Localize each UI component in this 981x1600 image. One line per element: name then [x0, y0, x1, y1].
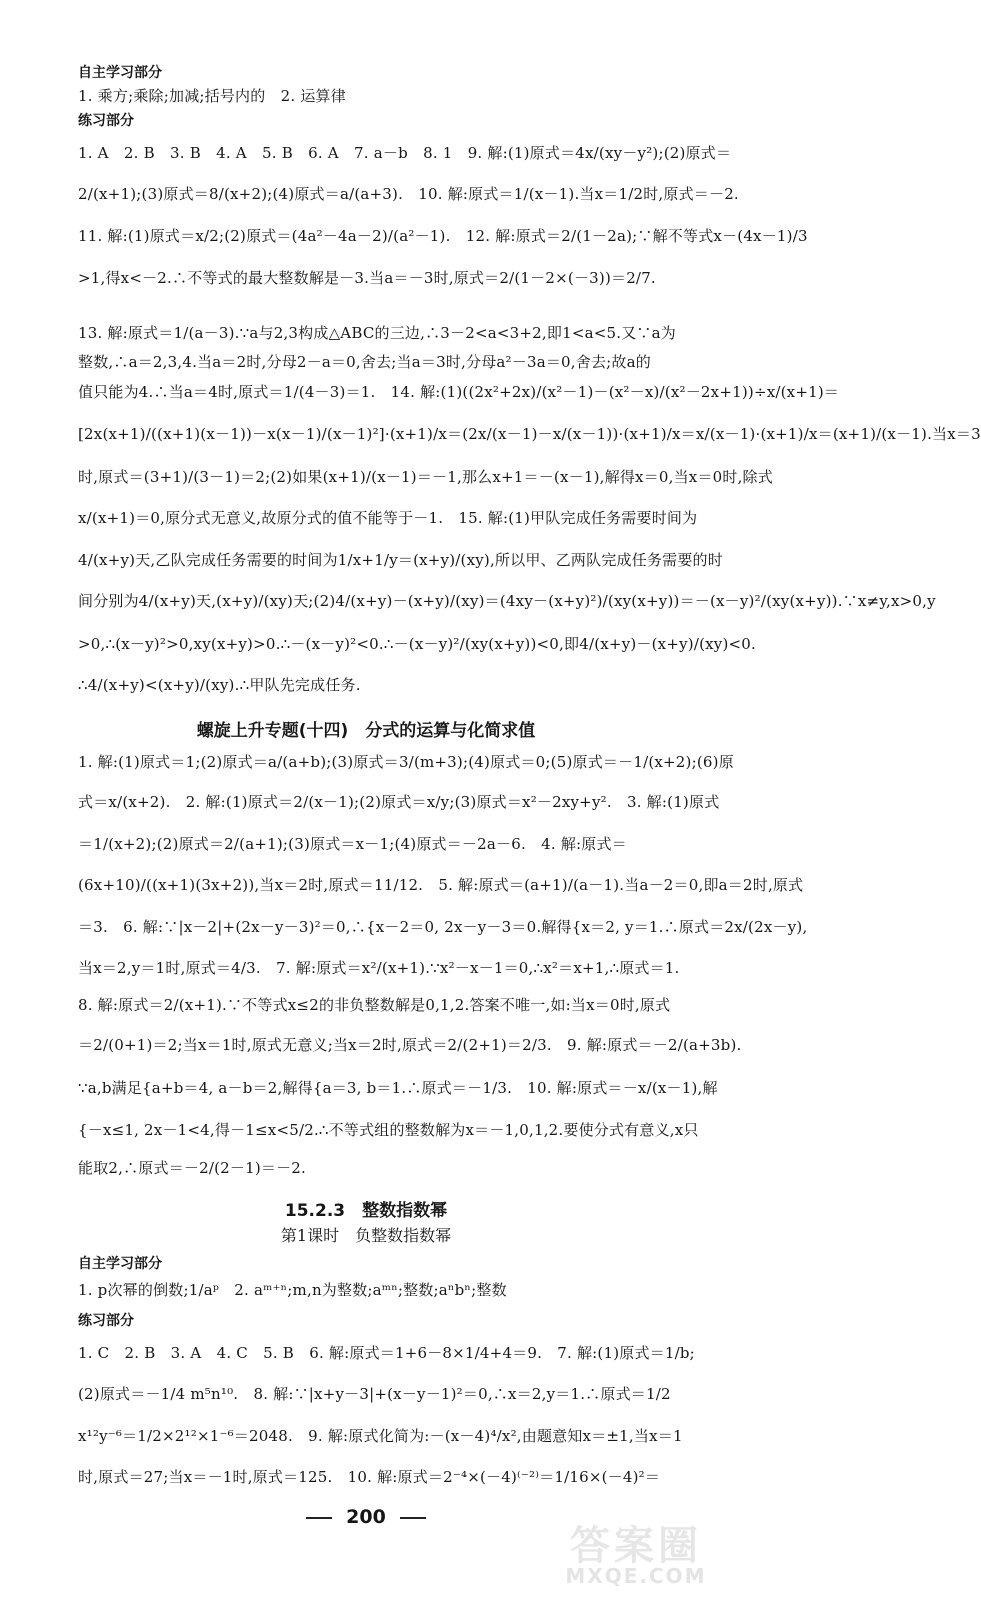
practice-title: 练习部分	[78, 113, 134, 129]
page-number-dash-left	[306, 1517, 332, 1519]
practice-line: 整数,∴a＝2,3,4.当a＝2时,分母2－a＝0,舍去;当a＝3时,分母a²－3a＝0,舍去;故a的	[78, 353, 651, 371]
lesson-self-study-items: 1. p次幂的倒数;1/aᵖ 2. aᵐ⁺ⁿ;m,n为整数;aᵐⁿ;整数;aⁿbⁿ;整数	[78, 1281, 507, 1299]
lesson-subheading: 第1课时 负整数指数幂	[280, 1226, 452, 1245]
topic-line: 1. 解:(1)原式＝1;(2)原式＝a/(a+b);(3)原式＝3/(m+3);(4)原式＝0;(5)原式＝－1/(x+2);(6)原	[78, 753, 734, 771]
lesson-heading: 15.2.3 整数指数幂	[284, 1201, 448, 1221]
self-study-items: 1. 乘方;乘除;加减;括号内的 2. 运算律	[78, 87, 346, 105]
topic-line: ＝1/(x+2);(2)原式＝2/(a+1);(3)原式＝x－1;(4)原式＝－2a－6. 4. 解:原式＝	[78, 835, 627, 853]
practice-line: 13. 解:原式＝1/(a－3).∵a与2,3构成△ABC的三边,∴3－2<a<3+2,即1<a<5.又∵a为	[78, 324, 676, 342]
topic-line: ＝2/(0+1)＝2;当x＝1时,原式无意义;当x＝2时,原式＝2/(2+1)＝2/3. 9. 解:原式＝－2/(a+3b).	[78, 1036, 742, 1054]
practice-line: ∴4/(x+y)<(x+y)/(xy).∴甲队先完成任务.	[78, 676, 361, 694]
topic-line: ＝3. 6. 解:∵|x－2|+(2x－y－3)²＝0,∴{x－2＝0, 2x－y－3＝0.解得{x＝2, y＝1.∴原式＝2x/(2x－y),	[78, 918, 808, 936]
practice-line: [2x(x+1)/((x+1)(x－1))－x(x－1)/(x－1)²]·(x+1)/x＝(2x/(x－1)－x/(x－1))·(x+1)/x＝x/(x－1)·(x+1)/x＝(x+1)/(x－1).当x＝3	[78, 425, 981, 443]
watermark-url: MXQE.COM	[565, 1564, 707, 1588]
topic-line: 当x＝2,y＝1时,原式＝4/3. 7. 解:原式＝x²/(x+1).∵x²－x－1＝0,∴x²＝x+1,∴原式＝1.	[78, 959, 680, 977]
practice-line: 4/(x+y)天,乙队完成任务需要的时间为1/x+1/y＝(x+y)/(xy),所以甲、乙两队完成任务需要的时	[78, 551, 723, 569]
practice-line: 值只能为4.∴当a＝4时,原式＝1/(4－3)＝1. 14. 解:(1)((2x²+2x)/(x²－1)－(x²－x)/(x²－2x+1))÷x/(x+1)＝	[78, 383, 840, 401]
topic-line: {－x≤1, 2x－1<4,得－1≤x<5/2.∴不等式组的整数解为x＝－1,0,1,2.要使分式有意义,x只	[78, 1121, 699, 1139]
page-number-value: 200	[346, 1506, 386, 1528]
practice-line: 11. 解:(1)原式＝x/2;(2)原式＝(4a²－4a－2)/(a²－1). 12. 解:原式＝2/(1－2a);∵解不等式x－(4x－1)/3	[78, 227, 808, 245]
lesson-practice-line: (2)原式＝－1/4 m⁵n¹⁰. 8. 解:∵|x+y－3|+(x－y－1)²＝0,∴x＝2,y＝1.∴原式＝1/2	[78, 1385, 671, 1403]
page-number-dash-right	[400, 1517, 426, 1519]
lesson-practice-line: 时,原式＝27;当x＝－1时,原式＝125. 10. 解:原式＝2⁻⁴×(－4)⁽⁻²⁾＝1/16×(－4)²＝	[78, 1468, 661, 1486]
practice-line: 时,原式＝(3+1)/(3－1)＝2;(2)如果(x+1)/(x－1)＝－1,那么x+1＝－(x－1),解得x＝0,当x＝0时,除式	[78, 468, 773, 486]
topic-line: ∵a,b满足{a+b＝4, a－b＝2,解得{a＝3, b＝1.∴原式＝－1/3. 10. 解:原式＝－x/(x－1),解	[78, 1079, 718, 1097]
practice-line: >0,∴(x－y)²>0,xy(x+y)>0.∴－(x－y)²<0.∴－(x－y)²/(xy(x+y))<0,即4/(x+y)－(x+y)/(xy)<0.	[78, 635, 757, 653]
topic-line: 8. 解:原式＝2/(x+1).∵不等式x≤2的非负整数解是0,1,2.答案不唯一,如:当x＝0时,原式	[78, 996, 671, 1014]
topic-heading: 螺旋上升专题(十四) 分式的运算与化简求值	[196, 721, 536, 741]
topic-line: 式＝x/(x+2). 2. 解:(1)原式＝2/(x－1);(2)原式＝x/y;(3)原式＝x²－2xy+y². 3. 解:(1)原式	[78, 793, 720, 811]
practice-line: 2/(x+1);(3)原式＝8/(x+2);(4)原式＝a/(a+3). 10. 解:原式＝1/(x－1).当x＝1/2时,原式＝－2.	[78, 185, 739, 203]
lesson-practice-line: 1. C 2. B 3. A 4. C 5. B 6. 解:原式＝1+6－8×1/4+4＝9. 7. 解:(1)原式＝1/b;	[78, 1344, 695, 1362]
watermark-logo	[546, 1514, 726, 1594]
practice-line: >1,得x<－2.∴不等式的最大整数解是－3.当a＝－3时,原式＝2/(1－2×(－3))＝2/7.	[78, 269, 656, 287]
self-study-title: 自主学习部分	[78, 65, 162, 81]
watermark-text: 答案圈	[570, 1523, 702, 1569]
practice-line: x/(x+1)＝0,原分式无意义,故原分式的值不能等于－1. 15. 解:(1)甲队完成任务需要时间为	[78, 509, 698, 527]
topic-line: (6x+10)/((x+1)(3x+2)),当x＝2时,原式＝11/12. 5. 解:原式＝(a+1)/(a－1).当a－2＝0,即a＝2时,原式	[78, 876, 804, 894]
lesson-practice-line: x¹²y⁻⁶＝1/2×2¹²×1⁻⁶＝2048. 9. 解:原式化简为:－(x－4)⁴/x²,由题意知x＝±1,当x＝1	[78, 1427, 683, 1445]
practice-line: 1. A 2. B 3. B 4. A 5. B 6. A 7. a－b 8. 1 9. 解:(1)原式＝4x/(xy－y²);(2)原式＝	[78, 144, 732, 162]
topic-line: 能取2,∴原式＝－2/(2－1)＝－2.	[78, 1159, 307, 1177]
lesson-self-study-title: 自主学习部分	[78, 1256, 162, 1272]
practice-line: 间分别为4/(x+y)天,(x+y)/(xy)天;(2)4/(x+y)－(x+y)/(xy)＝(4xy－(x+y)²)/(xy(x+y))＝－(x－y)²/(xy(x+y)).∵x≠y,x>0,y	[78, 592, 936, 610]
lesson-practice-title: 练习部分	[78, 1313, 134, 1329]
